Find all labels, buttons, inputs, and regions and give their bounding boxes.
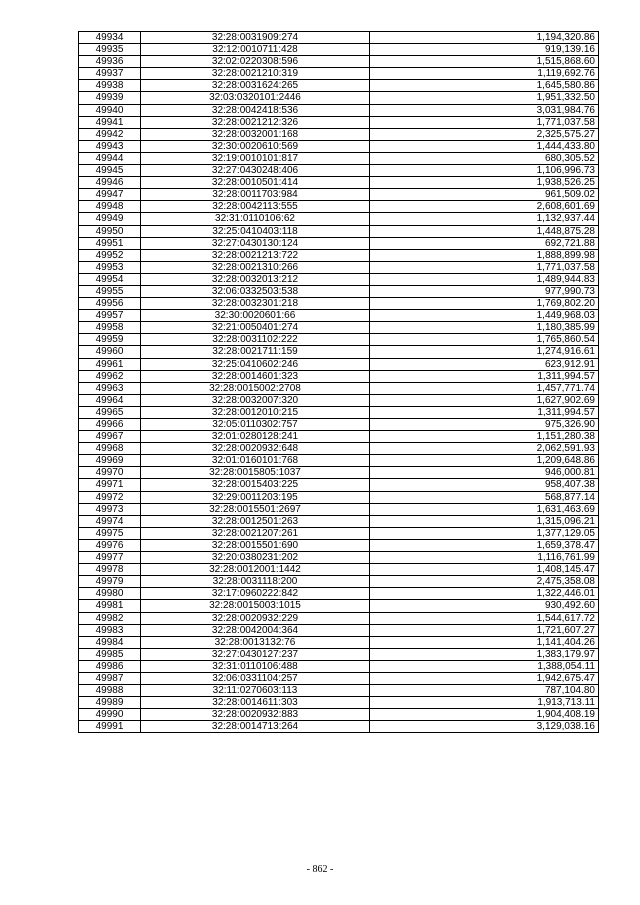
- cadastral-number-cell: 32:03:0320101:2446: [141, 92, 370, 104]
- row-number-cell: 49986: [79, 660, 141, 672]
- cadastral-number-cell: 32:28:0012501:263: [141, 515, 370, 527]
- table-row: [79, 346, 599, 358]
- cadastral-number-cell: 32:11:0270603:113: [141, 685, 370, 697]
- cadastral-value-cell: 680,305.52: [370, 152, 599, 164]
- table-row: [79, 177, 599, 189]
- cadastral-number-cell: 32:29:0011203:195: [141, 491, 370, 503]
- row-number-cell: 49970: [79, 467, 141, 479]
- cadastral-number-cell: 32:28:0021212:326: [141, 116, 370, 128]
- cadastral-value-cell: 2,062,591.93: [370, 443, 599, 455]
- cadastral-value-cell: 977,990.73: [370, 285, 599, 297]
- cadastral-number-cell: 32:05:0110302:757: [141, 419, 370, 431]
- cadastral-number-cell: 32:17:0960222:842: [141, 588, 370, 600]
- cadastral-number-cell: 32:28:0012010:215: [141, 406, 370, 418]
- row-number-cell: 49975: [79, 527, 141, 539]
- cadastral-number-cell: 32:28:0014601:323: [141, 370, 370, 382]
- row-number-cell: 49983: [79, 624, 141, 636]
- table-row: [79, 32, 599, 44]
- row-number-cell: 49959: [79, 334, 141, 346]
- cadastral-value-cell: 568,877.14: [370, 491, 599, 503]
- row-number-cell: 49947: [79, 189, 141, 201]
- cadastral-number-cell: 32:28:0021711:159: [141, 346, 370, 358]
- cadastral-value-cell: 1,315,096.21: [370, 515, 599, 527]
- cadastral-number-cell: 32:28:0031118:200: [141, 576, 370, 588]
- cadastral-value-cell: 1,771,037.58: [370, 116, 599, 128]
- table-row: [79, 455, 599, 467]
- row-number-cell: 49964: [79, 394, 141, 406]
- cadastral-value-cell: 1,765,860.54: [370, 334, 599, 346]
- row-number-cell: 49966: [79, 419, 141, 431]
- table-row: [79, 334, 599, 346]
- row-number-cell: 49980: [79, 588, 141, 600]
- row-number-cell: 49944: [79, 152, 141, 164]
- table-row: [79, 406, 599, 418]
- table-row: [79, 285, 599, 297]
- table-row: [79, 624, 599, 636]
- row-number-cell: 49976: [79, 539, 141, 551]
- cadastral-value-cell: 1,377,129.05: [370, 527, 599, 539]
- row-number-cell: 49972: [79, 491, 141, 503]
- row-number-cell: 49942: [79, 128, 141, 140]
- cadastral-number-cell: 32:28:0015003:1015: [141, 600, 370, 612]
- table-row: [79, 443, 599, 455]
- table-row: [79, 709, 599, 721]
- cadastral-number-cell: 32:30:0020610:569: [141, 140, 370, 152]
- cadastral-number-cell: 32:28:0013132:76: [141, 636, 370, 648]
- cadastral-value-cell: 1,383,179.97: [370, 648, 599, 660]
- cadastral-number-cell: 32:06:0331104:257: [141, 672, 370, 684]
- row-number-cell: 49963: [79, 382, 141, 394]
- row-number-cell: 49939: [79, 92, 141, 104]
- row-number-cell: 49951: [79, 237, 141, 249]
- table-row: [79, 225, 599, 237]
- cadastral-number-cell: 32:12:0010711:428: [141, 44, 370, 56]
- cadastral-number-cell: 32:27:0430248:406: [141, 165, 370, 177]
- cadastral-value-cell: 787,104.80: [370, 685, 599, 697]
- cadastral-number-cell: 32:01:0160101:768: [141, 455, 370, 467]
- row-number-cell: 49967: [79, 431, 141, 443]
- cadastral-number-cell: 32:28:0031909:274: [141, 32, 370, 44]
- cadastral-value-cell: 1,771,037.58: [370, 261, 599, 273]
- table-row: [79, 539, 599, 551]
- cadastral-value-cell: 1,904,408.19: [370, 709, 599, 721]
- cadastral-number-cell: 32:28:0010501:414: [141, 177, 370, 189]
- cadastral-value-cell: 1,888,899.98: [370, 249, 599, 261]
- table-row: [79, 56, 599, 68]
- row-number-cell: 49987: [79, 672, 141, 684]
- cadastral-value-cell: 1,449,968.03: [370, 310, 599, 322]
- cadastral-number-cell: 32:28:0015805:1037: [141, 467, 370, 479]
- row-number-cell: 49969: [79, 455, 141, 467]
- table-row: [79, 697, 599, 709]
- cadastral-value-cell: 1,209,648.86: [370, 455, 599, 467]
- cadastral-number-cell: 32:28:0020932:883: [141, 709, 370, 721]
- cadastral-value-cell: 1,180,385.99: [370, 322, 599, 334]
- cadastral-value-cell: 1,274,916.61: [370, 346, 599, 358]
- cadastral-value-cell: 958,407.38: [370, 479, 599, 491]
- table-row: [79, 92, 599, 104]
- table-row: [79, 721, 599, 733]
- row-number-cell: 49979: [79, 576, 141, 588]
- table-row: [79, 491, 599, 503]
- row-number-cell: 49981: [79, 600, 141, 612]
- page-number: - 862 -: [306, 864, 334, 875]
- table-row: [79, 165, 599, 177]
- cadastral-value-cell: 1,942,675.47: [370, 672, 599, 684]
- table-row: [79, 104, 599, 116]
- table-row: [79, 527, 599, 539]
- table-row: [79, 273, 599, 285]
- table-row: [79, 394, 599, 406]
- row-number-cell: 49962: [79, 370, 141, 382]
- row-number-cell: 49978: [79, 564, 141, 576]
- cadastral-value-cell: 1,544,617.72: [370, 612, 599, 624]
- cadastral-value-cell: 1,951,332.50: [370, 92, 599, 104]
- row-number-cell: 49984: [79, 636, 141, 648]
- cadastral-number-cell: 32:28:0021207:261: [141, 527, 370, 539]
- row-number-cell: 49943: [79, 140, 141, 152]
- table-row: [79, 600, 599, 612]
- cadastral-value-cell: 1,106,996.73: [370, 165, 599, 177]
- cadastral-value-cell: 1,116,761.99: [370, 552, 599, 564]
- row-number-cell: 49961: [79, 358, 141, 370]
- cadastral-number-cell: 32:28:0021210:319: [141, 68, 370, 80]
- table-row: [79, 552, 599, 564]
- table-row: [79, 419, 599, 431]
- cadastral-value-cell: 1,311,994.57: [370, 370, 599, 382]
- cadastral-number-cell: 32:28:0042004:364: [141, 624, 370, 636]
- row-number-cell: 49990: [79, 709, 141, 721]
- cadastral-number-cell: 32:28:0032013:212: [141, 273, 370, 285]
- table-row: [79, 128, 599, 140]
- table-row: [79, 140, 599, 152]
- cadastral-number-cell: 32:28:0011703:984: [141, 189, 370, 201]
- cadastral-value-cell: 623,912.91: [370, 358, 599, 370]
- cadastral-number-cell: 32:28:0015501:2697: [141, 503, 370, 515]
- table-row: [79, 358, 599, 370]
- table-row: [79, 564, 599, 576]
- cadastral-value-cell: 1,194,320.86: [370, 32, 599, 44]
- cadastral-number-cell: 32:27:0430130:124: [141, 237, 370, 249]
- table-body: [79, 32, 599, 733]
- row-number-cell: 49991: [79, 721, 141, 733]
- cadastral-number-cell: 32:02:0220308:596: [141, 56, 370, 68]
- row-number-cell: 49950: [79, 225, 141, 237]
- cadastral-number-cell: 32:28:0031102:222: [141, 334, 370, 346]
- cadastral-value-cell: 1,457,771.74: [370, 382, 599, 394]
- cadastral-value-cell: 1,141,404.26: [370, 636, 599, 648]
- table-row: [79, 213, 599, 225]
- table-row: [79, 648, 599, 660]
- cadastral-value-cell: 946,000.81: [370, 467, 599, 479]
- cadastral-number-cell: 32:01:0280128:241: [141, 431, 370, 443]
- row-number-cell: 49946: [79, 177, 141, 189]
- table-row: [79, 636, 599, 648]
- cadastral-number-cell: 32:28:0015501:690: [141, 539, 370, 551]
- table-row: [79, 152, 599, 164]
- cadastral-value-cell: 1,913,713.11: [370, 697, 599, 709]
- table-row: [79, 249, 599, 261]
- row-number-cell: 49965: [79, 406, 141, 418]
- row-number-cell: 49949: [79, 213, 141, 225]
- cadastral-value-cell: 1,322,446.01: [370, 588, 599, 600]
- row-number-cell: 49968: [79, 443, 141, 455]
- row-number-cell: 49960: [79, 346, 141, 358]
- cadastral-number-cell: 32:28:0015002:2708: [141, 382, 370, 394]
- cadastral-number-cell: 32:25:0410403:118: [141, 225, 370, 237]
- row-number-cell: 49934: [79, 32, 141, 44]
- cadastral-value-table: [78, 31, 599, 733]
- table-row: [79, 80, 599, 92]
- row-number-cell: 49955: [79, 285, 141, 297]
- table-row: [79, 201, 599, 213]
- cadastral-value-cell: 2,475,358.08: [370, 576, 599, 588]
- cadastral-number-cell: 32:19:0010101:817: [141, 152, 370, 164]
- table-row: [79, 189, 599, 201]
- row-number-cell: 49936: [79, 56, 141, 68]
- cadastral-number-cell: 32:28:0042418:536: [141, 104, 370, 116]
- table-row: [79, 382, 599, 394]
- cadastral-value-cell: 1,631,463.69: [370, 503, 599, 515]
- table-row: [79, 576, 599, 588]
- row-number-cell: 49982: [79, 612, 141, 624]
- cadastral-number-cell: 32:28:0015403:225: [141, 479, 370, 491]
- cadastral-value-cell: 2,325,575.27: [370, 128, 599, 140]
- cadastral-number-cell: 32:30:0020601:66: [141, 310, 370, 322]
- row-number-cell: 49973: [79, 503, 141, 515]
- cadastral-number-cell: 32:28:0020932:648: [141, 443, 370, 455]
- table-row: [79, 685, 599, 697]
- row-number-cell: 49977: [79, 552, 141, 564]
- table-row: [79, 612, 599, 624]
- row-number-cell: 49945: [79, 165, 141, 177]
- cadastral-number-cell: 32:28:0014611:303: [141, 697, 370, 709]
- table-row: [79, 68, 599, 80]
- cadastral-value-cell: 1,132,937.44: [370, 213, 599, 225]
- row-number-cell: 49985: [79, 648, 141, 660]
- cadastral-value-cell: 1,448,875.28: [370, 225, 599, 237]
- cadastral-number-cell: 32:28:0014713:264: [141, 721, 370, 733]
- cadastral-value-cell: 1,645,580.86: [370, 80, 599, 92]
- table-row: [79, 503, 599, 515]
- row-number-cell: 49940: [79, 104, 141, 116]
- table-row: [79, 672, 599, 684]
- cadastral-value-cell: 3,129,038.16: [370, 721, 599, 733]
- cadastral-value-cell: 3,031,984.76: [370, 104, 599, 116]
- cadastral-value-cell: 919,139.16: [370, 44, 599, 56]
- cadastral-value-cell: 1,515,868.60: [370, 56, 599, 68]
- cadastral-number-cell: 32:28:0031624:265: [141, 80, 370, 92]
- table-row: [79, 431, 599, 443]
- cadastral-number-cell: 32:28:0021310:266: [141, 261, 370, 273]
- row-number-cell: 49954: [79, 273, 141, 285]
- table-row: [79, 660, 599, 672]
- cadastral-value-cell: 1,627,902.69: [370, 394, 599, 406]
- row-number-cell: 49956: [79, 298, 141, 310]
- cadastral-number-cell: 32:28:0020932:229: [141, 612, 370, 624]
- cadastral-value-cell: 692,721.88: [370, 237, 599, 249]
- table-row: [79, 298, 599, 310]
- cadastral-value-cell: 1,444,433.80: [370, 140, 599, 152]
- row-number-cell: 49971: [79, 479, 141, 491]
- table-row: [79, 116, 599, 128]
- cadastral-number-cell: 32:31:0110106:488: [141, 660, 370, 672]
- table-row: [79, 261, 599, 273]
- table-row: [79, 44, 599, 56]
- table-row: [79, 310, 599, 322]
- cadastral-number-cell: 32:28:0032301:218: [141, 298, 370, 310]
- row-number-cell: 49935: [79, 44, 141, 56]
- cadastral-number-cell: 32:25:0410602:246: [141, 358, 370, 370]
- cadastral-number-cell: 32:20:0380231:202: [141, 552, 370, 564]
- row-number-cell: 49988: [79, 685, 141, 697]
- cadastral-value-cell: 1,659,378.47: [370, 539, 599, 551]
- cadastral-value-cell: 1,489,944.83: [370, 273, 599, 285]
- row-number-cell: 49937: [79, 68, 141, 80]
- cadastral-number-cell: 32:27:0430127:237: [141, 648, 370, 660]
- table-row: [79, 237, 599, 249]
- cadastral-number-cell: 32:28:0032007:320: [141, 394, 370, 406]
- cadastral-number-cell: 32:28:0042113:555: [141, 201, 370, 213]
- cadastral-value-cell: 1,388,054.11: [370, 660, 599, 672]
- row-number-cell: 49953: [79, 261, 141, 273]
- row-number-cell: 49952: [79, 249, 141, 261]
- row-number-cell: 49948: [79, 201, 141, 213]
- table-row: [79, 370, 599, 382]
- cadastral-number-cell: 32:28:0021213:722: [141, 249, 370, 261]
- cadastral-number-cell: 32:28:0012001:1442: [141, 564, 370, 576]
- row-number-cell: 49974: [79, 515, 141, 527]
- cadastral-number-cell: 32:06:0332503:538: [141, 285, 370, 297]
- cadastral-value-cell: 1,151,280.38: [370, 431, 599, 443]
- cadastral-value-cell: 930,492.60: [370, 600, 599, 612]
- table-row: [79, 322, 599, 334]
- table-row: [79, 467, 599, 479]
- row-number-cell: 49958: [79, 322, 141, 334]
- table-row: [79, 588, 599, 600]
- row-number-cell: 49957: [79, 310, 141, 322]
- row-number-cell: 49941: [79, 116, 141, 128]
- cadastral-value-cell: 1,769,802.20: [370, 298, 599, 310]
- cadastral-value-cell: 1,721,607.27: [370, 624, 599, 636]
- cadastral-value-cell: 1,408,145.47: [370, 564, 599, 576]
- cadastral-value-cell: 2,608,601.69: [370, 201, 599, 213]
- cadastral-value-cell: 1,311,994.57: [370, 406, 599, 418]
- table-row: [79, 515, 599, 527]
- cadastral-value-cell: 961,509.02: [370, 189, 599, 201]
- table-row: [79, 479, 599, 491]
- cadastral-value-cell: 1,938,526.25: [370, 177, 599, 189]
- cadastral-number-cell: 32:28:0032001:168: [141, 128, 370, 140]
- row-number-cell: 49938: [79, 80, 141, 92]
- cadastral-number-cell: 32:31:0110106:62: [141, 213, 370, 225]
- cadastral-value-cell: 1,119,692.76: [370, 68, 599, 80]
- row-number-cell: 49989: [79, 697, 141, 709]
- cadastral-number-cell: 32:21:0050401:274: [141, 322, 370, 334]
- cadastral-value-cell: 975,326.90: [370, 419, 599, 431]
